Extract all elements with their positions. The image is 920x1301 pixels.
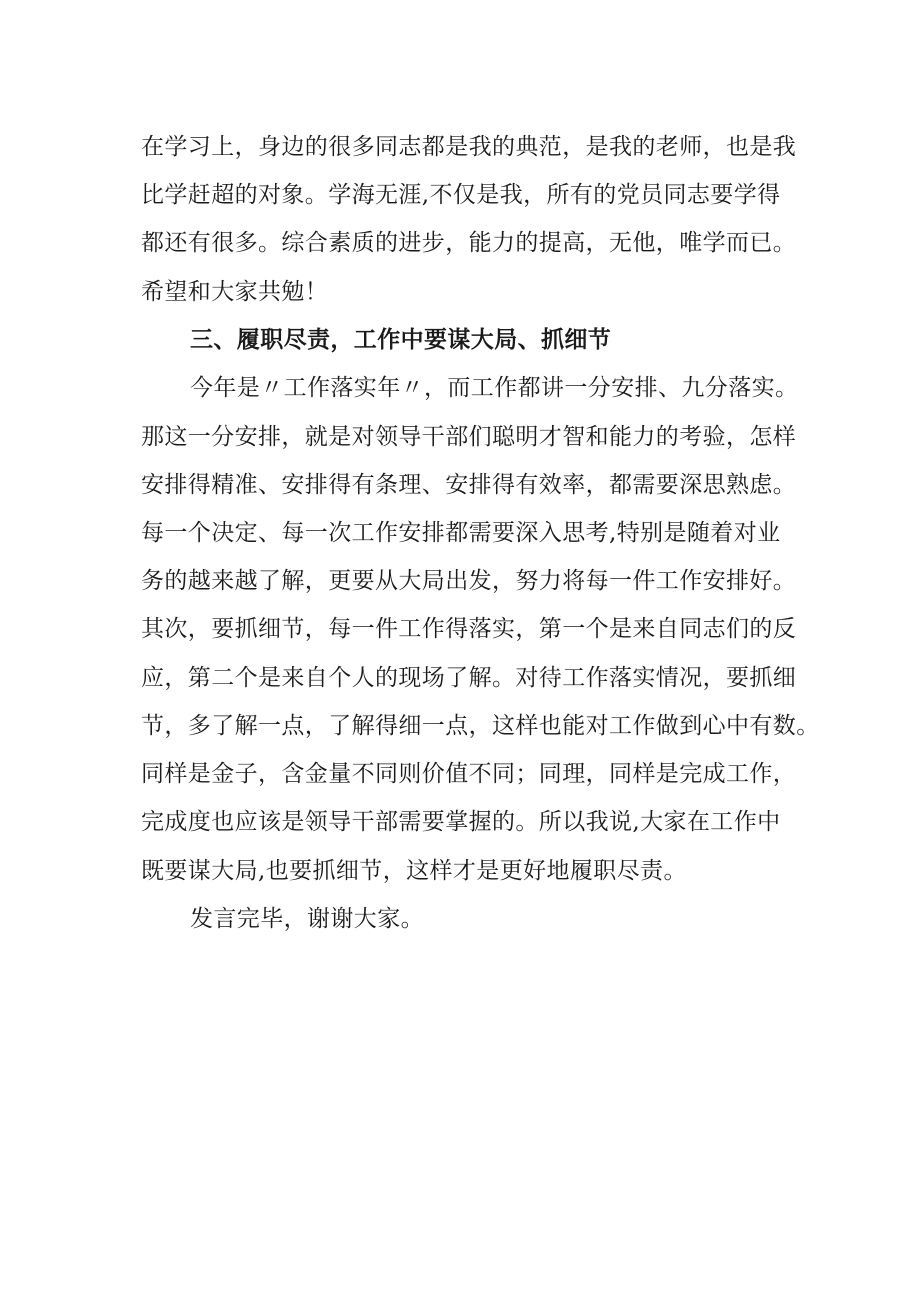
paragraph-1-line-4: 希望和大家共勉！ bbox=[141, 279, 329, 305]
paragraph-2-line-11: 既要谋大局,也要抓细节，这样才是更好地履职尽责。 bbox=[141, 858, 687, 884]
paragraph-2-line-4: 每一个决定、每一次工作安排都需要深入思考,特别是随着对业 bbox=[141, 520, 781, 546]
paragraph-2-line-2: 那这一分安排，就是对领导干部们聪明才智和能力的考验，怎样 bbox=[141, 424, 797, 450]
paragraph-2-line-6: 其次，要抓细节，每一件工作得落实，第一个是来自同志们的反 bbox=[141, 616, 797, 642]
section-heading: 三、履职尽责，工作中要谋大局、抓细节 bbox=[190, 326, 612, 353]
paragraph-1-line-1: 在学习上，身边的很多同志都是我的典范，是我的老师，也是我 bbox=[141, 134, 797, 160]
paragraph-2-line-8: 节，多了解一点，了解得细一点，这样也能对工作做到心中有数。 bbox=[141, 713, 820, 739]
paragraph-1-line-2: 比学赶超的对象。学海无涯,不仅是我，所有的党员同志要学得 bbox=[141, 182, 781, 208]
paragraph-2-line-7: 应，第二个是来自个人的现场了解。对待工作落实情况，要抓细 bbox=[141, 665, 797, 691]
paragraph-1-line-3: 都还有很多。综合素质的进步，能力的提高，无他，唯学而已。 bbox=[141, 230, 797, 256]
paragraph-2-line-9: 同样是金子，含金量不同则价值不同；同理，同样是完成工作， bbox=[141, 761, 797, 787]
paragraph-2-line-10: 完成度也应该是领导干部需要掌握的。所以我说,大家在工作中 bbox=[141, 809, 781, 835]
paragraph-2-line-3: 安排得精准、安排得有条理、安排得有效率，都需要深思熟虑。 bbox=[141, 472, 797, 498]
closing-line: 发言完毕，谢谢大家。 bbox=[190, 906, 424, 932]
paragraph-2-line-5: 务的越来越了解，更要从大局出发，努力将每一件工作安排好。 bbox=[141, 568, 797, 594]
paragraph-2-line-1: 今年是〃工作落实年〃，而工作都讲一分安排、九分落实。 bbox=[190, 375, 799, 401]
